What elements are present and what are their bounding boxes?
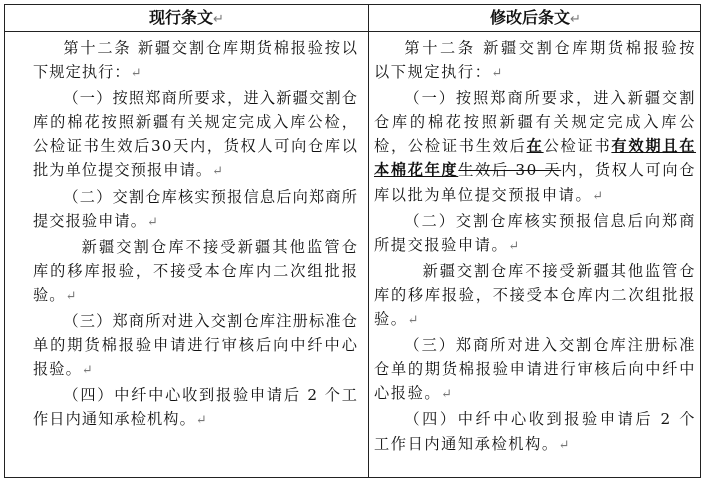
paragraph-mark: ↵ [212,164,224,180]
clause-1-revised [374,86,696,208]
clause-2-note-text: 新疆交割仓库不接受新疆其他监管仓库的移库报验，不接受本仓库内二次组批报验。 [33,237,358,304]
clause-4 [374,407,696,457]
paragraph-mark: ↵ [558,437,570,453]
paragraph-mark: ↵ [130,66,142,82]
clause-3 [33,309,358,383]
paragraph-mark: ↵ [213,12,224,27]
clause-2-note [33,235,358,309]
clause-1-text: （一）按照郑商所要求，进入新疆交割仓库的棉花按照新疆有关规定完成入库公检，公检证书生效后30天内，货权人可向仓库以批为单位提交预报申请。 [33,89,358,180]
inserted-text: 在 [526,137,544,156]
current-text-column [5,36,368,434]
clause-3 [374,333,696,407]
paragraph-mark: ↵ [570,12,581,27]
header-current [5,5,368,31]
article-heading [374,36,696,86]
paragraph-mark: ↵ [592,188,604,204]
header-current-label: 现行条文 [149,8,214,27]
paragraph-mark: ↵ [195,413,207,429]
clause-2-text: （二）交割仓库核实预报信息后向郑商所提交报验申请。 [33,187,358,230]
paragraph-mark: ↵ [65,288,77,304]
article-heading [33,36,358,86]
clause-2-text: （二）交割仓库核实预报信息后向郑商所提交报验申请。 [374,211,696,254]
clause-4 [33,383,358,433]
paragraph-mark: ↵ [407,313,419,329]
comparison-table [4,4,701,478]
clause-3-text: （三）郑商所对进入交割仓库注册标准仓单的期货棉报验申请进行审核后向中纤中心报验。 [33,312,358,379]
clause-1-text-c: 内，货权人可向仓库以批为单位提交预报申请。 [374,161,696,204]
clause-3-text: （三）郑商所对进入交割仓库注册标准仓单的期货棉报验申请进行审核后向中纤中心报验。 [374,336,696,403]
paragraph-mark: ↵ [81,363,93,379]
paragraph-mark: ↵ [508,238,520,254]
paragraph-mark: ↵ [441,387,453,403]
clause-4-text: （四）中纤中心收到报验申请后 2 个工作日内通知承检机构。 [374,410,696,453]
clause-4-text: （四）中纤中心收到报验申请后 2 个工作日内通知承检机构。 [33,386,358,429]
clause-1-text-a: （一）按照郑商所要求，进入新疆交割仓库的棉花按照新疆有关规定完成入库公检，公检证书生效后 [374,89,696,156]
paragraph-mark: ↵ [491,66,503,82]
header-revised [369,5,702,31]
clause-2 [33,185,358,235]
revised-text-column [369,36,702,458]
paragraph-mark: ↵ [147,214,158,230]
header-revised-label: 修改后条文 [490,8,571,27]
clause-1-text-b: 公检证书 [543,137,612,156]
clause-1 [33,86,358,184]
inserted-text: 有效期且在本棉花年度 [374,137,697,180]
deleted-text: 生效后 30 天 [458,161,562,180]
article-heading-text: 第十二条 新疆交割仓库期货棉报验按以下规定执行： [33,39,358,82]
clause-2-note [374,259,696,333]
clause-2-note-text: 新疆交割仓库不接受新疆其他监管仓库的移库报验，不接受本仓库内二次组批报验。 [374,261,696,329]
clause-2 [374,209,696,259]
article-heading-text: 第十二条 新疆交割仓库期货棉报验按以下规定执行： [374,39,696,82]
header-divider [5,31,700,32]
